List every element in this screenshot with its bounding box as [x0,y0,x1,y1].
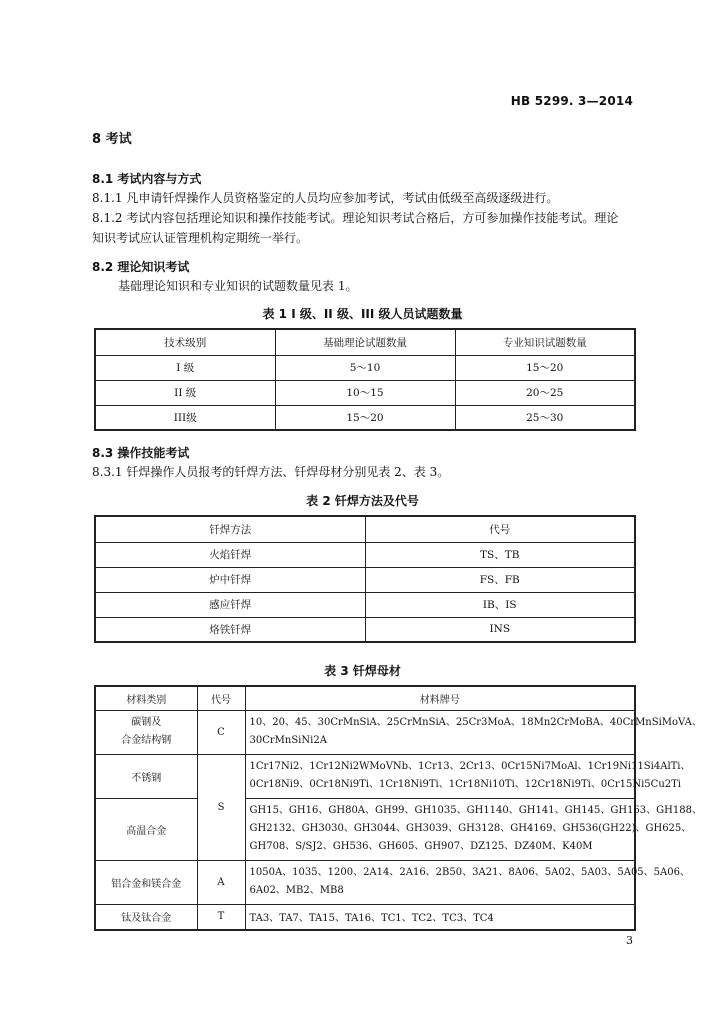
table-row [95,542,635,567]
section-8-2-heading: 8.2 理论知识考试 [92,260,190,274]
table-cell: S [197,754,245,860]
table-cell: TS、TB [365,542,635,567]
table-cell: 钛及钛合金 [95,904,197,930]
table-cell: 烙铁钎焊 [95,617,365,642]
table1-header-cell: 技术级别 [95,329,275,355]
document-id: HB 5299. 3—2014 [510,94,633,108]
table-row [95,798,635,860]
table-row [95,904,635,930]
paragraph-8-1-1: 8.1.1 凡申请钎焊操作人员资格鉴定的人员均应参加考试，考试由低级至高级逐级进行。 [92,191,559,205]
grade-line: 10、20、45、30CrMnSiA、25CrMnSiA、25Cr3MoA、18Mn2CrMoBA、40CrMnSiMoVA、 [249,717,702,728]
table-cell: 高温合金 [95,798,197,860]
category-line: 合金结构钢 [121,735,172,746]
table-cell: 25～30 [455,405,635,430]
page-number: 3 [626,934,633,947]
grade-line: GH2132、GH3030、GH3044、GH3039、GH3128、GH4169、GH536(GH22)、GH625、 [249,823,692,834]
grade-line: 6A02、MB2、MB8 [249,885,344,896]
table-cell: A [197,860,245,904]
table2-header-cell: 钎焊方法 [95,516,365,542]
grade-line: 1050A、1035、1200、2A14、2A16、2B50、3A21、8A06、5A02、5A03、5A05、5A06、 [249,867,690,878]
table-row [95,380,635,405]
table-row [95,617,635,642]
table-cell: 感应钎焊 [95,592,365,617]
table-cell [95,710,197,754]
table3-header-cell: 代号 [197,686,245,710]
table1-header-cell: 基础理论试题数量 [275,329,455,355]
table-cell: 10～15 [275,380,455,405]
table-cell: FS、FB [365,567,635,592]
grade-line: 0Cr18Ni9、0Cr18Ni9Ti、1Cr18Ni9Ti、1Cr18Ni10Ti、12Cr18Ni9Ti、0Cr15Ni5Cu2Ti [249,779,681,790]
table-cell: 不锈钢 [95,754,197,798]
table-cell: I 级 [95,355,275,380]
table-row [95,405,635,430]
table3-caption: 表 3 钎焊母材 [324,664,401,678]
table-cell: 炉中钎焊 [95,567,365,592]
table-cell: II 级 [95,380,275,405]
table2-header-cell: 代号 [365,516,635,542]
table-cell [245,754,691,798]
paragraph-8-2: 基础理论知识和专业知识的试题数量见表 1。 [118,279,358,293]
table-cell [245,710,702,754]
category-line: 碳钢及 [131,717,162,728]
table3 [94,685,702,931]
table-row [95,592,635,617]
table1-caption: 表 1 I 级、II 级、III 级人员试题数量 [262,307,463,321]
table-cell: TA3、TA7、TA15、TA16、TC1、TC2、TC3、TC4 [245,904,635,930]
paragraph-8-3-1: 8.3.1 钎焊操作人员报考的钎焊方法、钎焊母材分别见表 2、表 3。 [92,465,450,479]
table-cell [245,798,702,860]
table-cell: IB、IS [365,592,635,617]
table-cell: INS [365,617,635,642]
table-cell: C [197,710,245,754]
table-cell: T [197,904,245,930]
grade-line: GH15、GH16、GH80A、GH99、GH1035、GH1140、GH141、GH145、GH163、GH188、 [249,805,702,816]
section-8-1-heading: 8.1 考试内容与方式 [92,172,202,186]
table1-header-row [95,329,635,355]
table-row [95,710,635,754]
table3-header-row [95,686,635,710]
table-cell [245,860,690,904]
table-cell: 5～10 [275,355,455,380]
table2-caption: 表 2 钎焊方法及代号 [306,494,419,508]
table-cell: 15～20 [275,405,455,430]
table3-header-cell: 材料牌号 [245,686,635,710]
table-row [95,754,635,798]
table2-header-row [95,516,635,542]
table2 [94,515,636,643]
table-row [95,860,635,904]
table1 [94,328,636,431]
paragraph-8-1-2-line2: 知识考试应认证管理机构定期统一举行。 [92,231,309,245]
table-row [95,355,635,380]
table-cell: III级 [95,405,275,430]
table-row [95,567,635,592]
grade-line: 30CrMnSiNi2A [249,735,327,746]
paragraph-8-1-2-line1: 8.1.2 考试内容包括理论知识和操作技能考试。理论知识考试合格后，方可参加操作技能考试。理论 [92,211,619,225]
table3-header-cell: 材料类别 [95,686,197,710]
section-8-3-heading: 8.3 操作技能考试 [92,446,190,460]
table-cell: 15～20 [455,355,635,380]
grade-line: 1Cr17Ni2、1Cr12Ni2WMoVNb、1Cr13、2Cr13、0Cr15Ni7MoAl、1Cr19Ni11Si4AlTi、 [249,761,691,772]
table-cell: 铝合金和镁合金 [95,860,197,904]
table-cell: 20～25 [455,380,635,405]
table-cell: 火焰钎焊 [95,542,365,567]
table1-header-cell: 专业知识试题数量 [455,329,635,355]
grade-line: GH708、S/SJ2、GH536、GH605、GH907、DZ125、DZ40M、K40M [249,841,593,852]
section-8-heading: 8 考试 [92,132,132,147]
